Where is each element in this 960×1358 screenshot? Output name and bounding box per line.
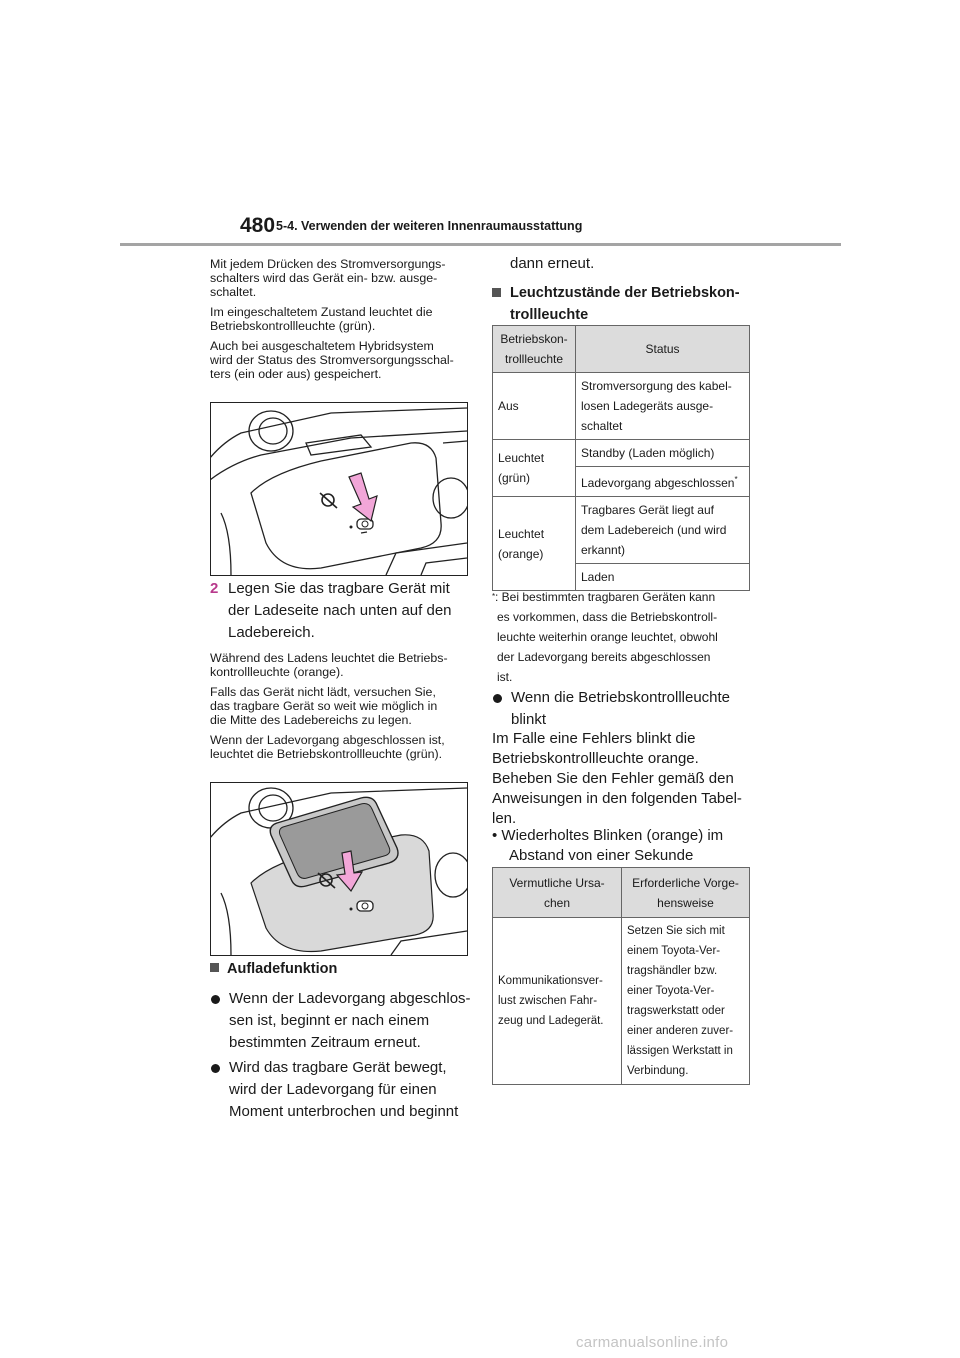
text-line: Abstand von einer Sekunde (509, 847, 694, 864)
bullet-icon (211, 995, 220, 1004)
step-2 (210, 578, 472, 644)
footnote (492, 587, 754, 687)
text-line: Wenn der Ladevorgang abgeschlos- (229, 990, 471, 1007)
table-header: Status (576, 326, 750, 373)
table-header: Erforderliche Vorge- hensweise (622, 868, 750, 918)
charger-switch-illustration (211, 403, 467, 575)
table-cell: Tragbares Gerät liegt auf dem Ladebereich (und wird erkannt) (576, 497, 750, 564)
table-cell: Kommunikationsver- lust zwischen Fahr- zeug und Ladegerät. (493, 918, 622, 1085)
text-line: bestimmten Zeitraum erneut. (229, 1034, 421, 1051)
blink-bullet (492, 687, 762, 731)
table-header: Vermutliche Ursa- chen (493, 868, 622, 918)
text-line: Während des Ladens leuchtet die Betriebs- (210, 651, 448, 665)
blink-item (492, 826, 762, 866)
text-line: Wenn der Ladevorgang abgeschlossen ist, (210, 733, 445, 747)
text-line: Legen Sie das tragbare Gerät mit (228, 580, 450, 597)
text-line: Betriebskontrollleuchte orange. (492, 750, 699, 767)
table-cell: Stromversorgung des kabel- losen Ladegeräts ausge- schaltet (576, 373, 750, 440)
table-cell: Leuchtet (orange) (493, 497, 576, 591)
charge-bullet-2 (210, 1057, 480, 1123)
continued-text: dann erneut. (510, 255, 595, 272)
text-line: schaltet. (210, 285, 257, 299)
text-line: Im eingeschaltetem Zustand leuchtet die (210, 305, 433, 319)
text-line: Moment unterbrochen und beginnt (229, 1103, 459, 1120)
cause-table (492, 867, 750, 1085)
text-line: schalters wird das Gerät ein- bzw. ausge- (210, 271, 438, 285)
table-header: Betriebskon- trollleuchte (493, 326, 576, 373)
lights-heading (492, 282, 762, 326)
header-rule (120, 243, 841, 246)
heading-line: Leuchtzustände der Betriebskon- (510, 285, 740, 301)
figure-charger-switch (210, 402, 468, 576)
text-line: blinkt (511, 711, 547, 728)
step-number: 2 (210, 580, 219, 597)
watermark: carmanualsonline.info (576, 1334, 729, 1351)
section-title: 5-4. Verwenden der weiteren Innenraumausstattung (276, 219, 583, 233)
text-line: kontrollleuchte (orange). (210, 665, 344, 679)
page-number: 480 (240, 214, 276, 237)
table-cell: Leuchtet (grün) (493, 440, 576, 497)
text-line: Anweisungen in den folgenden Tabel- (492, 790, 742, 807)
text-line: leuchtet die Betriebskontrollleuchte (grün). (210, 747, 443, 761)
intro-text (210, 257, 472, 381)
text-line: der Ladeseite nach unten auf den (228, 602, 452, 619)
table-cell: Aus (493, 373, 576, 440)
text-line: die Mitte des Ladebereichs zu legen. (210, 713, 412, 727)
footnote-text: : Bei bestimmten tragbaren Geräten kann es vorkommen, dass die Betriebskontroll- leuchte weiterhin orange leuchtet, obwohl der Ladevorgang bereits abgeschlossen ist. (495, 590, 718, 684)
charge-bullet-1 (210, 988, 480, 1054)
table-cell (576, 467, 750, 497)
text-line: Falls das Gerät nicht lädt, versuchen Sie, (210, 685, 436, 699)
blink-text (492, 729, 762, 829)
text-line: das tragbare Gerät so weit wie möglich in (210, 699, 438, 713)
table-cell: Setzen Sie sich mit einem Toyota-Ver- tragshändler bzw. einer Toyota-Ver- tragswerkstatt oder einer anderen zuver- lässigen Werkstatt in Verbindung. (622, 918, 750, 1085)
place-device-illustration (211, 783, 467, 955)
bullet-icon (211, 1064, 220, 1073)
figure-place-device (210, 782, 468, 956)
text-line: sen ist, beginnt er nach einem (229, 1012, 430, 1029)
step-notes (210, 651, 472, 761)
text-line: Beheben Sie den Fehler gemäß den (492, 770, 734, 787)
square-bullet-icon (492, 288, 501, 297)
text-line: Wenn die Betriebskontrollleuchte (511, 689, 731, 706)
table-cell: Laden (576, 564, 750, 591)
footnote-marker: * (492, 592, 496, 601)
text-line: Auch bei ausgeschaltetem Hybridsystem (210, 339, 434, 353)
heading-text: Aufladefunktion (227, 961, 338, 977)
status-table (492, 325, 750, 591)
text-line: Ladebereich. (228, 624, 315, 641)
text-line: wird der Ladevorgang für einen (229, 1081, 437, 1098)
bullet-icon (493, 694, 502, 703)
text-line: Wird das tragbare Gerät bewegt, (229, 1059, 447, 1076)
text-line: len. (492, 810, 517, 827)
heading-line: trollleuchte (510, 307, 589, 323)
text-line: • Wiederholtes Blinken (orange) im (492, 827, 724, 844)
text-line: Betriebskontrollleuchte (grün). (210, 319, 376, 333)
text-line: wird der Status des Stromversorgungsschal- (210, 353, 454, 367)
text-line: ters (ein oder aus) gespeichert. (210, 367, 382, 381)
table-cell: Standby (Laden möglich) (576, 440, 750, 467)
text-line: Im Falle eine Fehlers blinkt die (492, 730, 696, 747)
charge-heading (210, 958, 337, 980)
text-line: Mit jedem Drücken des Stromversorgungs- (210, 257, 446, 271)
cell-text: Ladevorgang abgeschlossen (581, 476, 735, 490)
footnote-marker: * (734, 475, 738, 484)
square-bullet-icon (210, 963, 219, 972)
